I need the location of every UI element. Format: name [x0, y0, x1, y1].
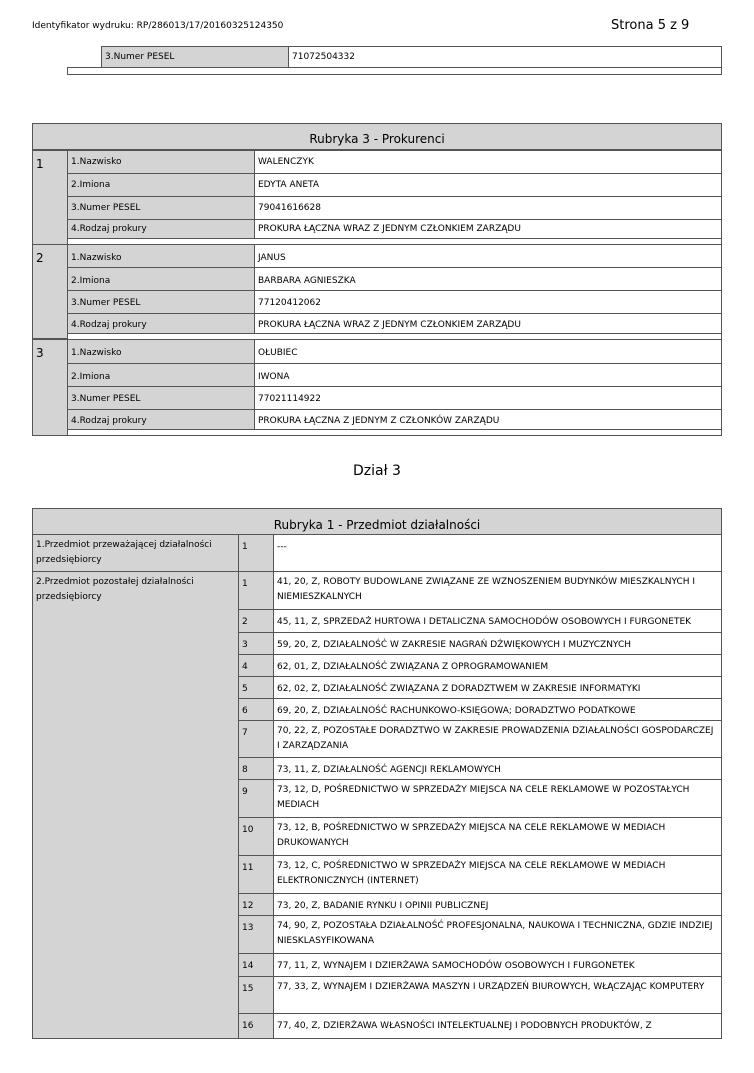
- field-value: JANUS: [254, 244, 722, 268]
- item-text: 69, 20, Z, DZIAŁALNOŚĆ RACHUNKOWO-KSIĘGOWA; DORADZTWO PODATKOWE: [273, 698, 722, 721]
- item-number: 13: [238, 915, 274, 954]
- item-number: 2: [238, 609, 274, 633]
- field-value: OŁUBIEC: [254, 339, 722, 364]
- field-label: 4.Rodzaj prokury: [67, 313, 255, 334]
- item-text: 73, 12, C, POŚREDNICTWO W SPRZEDAŻY MIEJSCA NA CELE REKLAMOWE W MEDIACH ELEKTRONICZNYCH (INTERNET): [273, 855, 722, 894]
- field-value: IWONA: [254, 363, 722, 387]
- field-label: 3.Numer PESEL: [67, 196, 255, 220]
- item-text: 45, 11, Z, SPRZEDAŻ HURTOWA I DETALICZNA SAMOCHODÓW OSOBOWYCH I FURGONETEK: [273, 609, 722, 633]
- item-text: 73, 20, Z, BADANIE RYNKU I OPINII PUBLICZNEJ: [273, 893, 722, 916]
- item-number: 7: [238, 720, 274, 758]
- field-value: WALENCZYK: [254, 150, 722, 174]
- person-footer: [67, 429, 722, 436]
- section-heading: Dział 3: [353, 463, 401, 479]
- field-label: 1.Nazwisko: [67, 150, 255, 174]
- page-number: Strona 5 z 9: [611, 18, 690, 33]
- item-text: 77, 11, Z, WYNAJEM I DZIERŻAWA SAMOCHODÓW OSOBOWYCH I FURGONETEK: [273, 953, 722, 977]
- item-number: 14: [238, 953, 274, 977]
- item-number: 8: [238, 757, 274, 780]
- other-activity-label: 2.Przedmiot pozostałej działalności przedsiębiorcy: [32, 571, 239, 1039]
- field-label: 2.Imiona: [67, 173, 255, 197]
- item-text: 73, 11, Z, DZIAŁALNOŚĆ AGENCJI REKLAMOWYCH: [273, 757, 722, 780]
- item-text: 62, 01, Z, DZIAŁALNOŚĆ ZWIĄZANA Z OPROGRAMOWANIEM: [273, 654, 722, 677]
- field-value: EDYTA ANETA: [254, 173, 722, 197]
- print-id: Identyfikator wydruku: RP/286013/17/20160325124350: [32, 21, 284, 31]
- item-number: 5: [238, 676, 274, 699]
- item-number: 6: [238, 698, 274, 721]
- item-text: 73, 12, B, POŚREDNICTWO W SPRZEDAŻY MIEJSCA NA CELE REKLAMOWE W MEDIACH DRUKOWANYCH: [273, 817, 722, 856]
- field-label: 4.Rodzaj prokury: [67, 409, 255, 430]
- field-value: 77120412062: [254, 290, 722, 314]
- item-number: 16: [238, 1013, 274, 1039]
- person-number: 1: [32, 150, 68, 245]
- person-number: 2: [32, 244, 68, 339]
- rubryka1-title: Rubryka 1 - Przedmiot działalności: [32, 508, 722, 535]
- item-text: 41, 20, Z, ROBOTY BUDOWLANE ZWIĄZANE ZE WZNOSZENIEM BUDYNKÓW MIESZKALNYCH I NIEMIESZKALNYCH: [273, 571, 722, 610]
- field-value: BARBARA AGNIESZKA: [254, 267, 722, 291]
- field-label: 2.Imiona: [67, 267, 255, 291]
- top-table-footer: [67, 67, 722, 75]
- item-text: 74, 90, Z, POZOSTAŁA DZIAŁALNOŚĆ PROFESJONALNA, NAUKOWA I TECHNICZNA, GDZIE INDZIEJ NIESKLASYFIKOWANA: [273, 915, 722, 954]
- main-activity-label: 1.Przedmiot przeważającej działalności przedsiębiorcy: [32, 534, 239, 572]
- field-value: 77021114922: [254, 386, 722, 410]
- item-text: 59, 20, Z, DZIAŁALNOŚĆ W ZAKRESIE NAGRAŃ DŹWIĘKOWYCH I MUZYCZNYCH: [273, 632, 722, 655]
- item-text: 62, 02, Z, DZIAŁALNOŚĆ ZWIĄZANA Z DORADZTWEM W ZAKRESIE INFORMATYKI: [273, 676, 722, 699]
- item-text: ---: [273, 534, 722, 572]
- item-number: 10: [238, 817, 274, 856]
- item-text: 77, 33, Z, WYNAJEM I DZIERŻAWA MASZYN I URZĄDZEŃ BIUROWYCH, WŁĄCZAJĄC KOMPUTERY: [273, 976, 722, 1014]
- field-label: 2.Imiona: [67, 363, 255, 387]
- item-number: 1: [238, 534, 274, 572]
- field-value: PROKURA ŁĄCZNA Z JEDNYM Z CZŁONKÓW ZARZĄDU: [254, 409, 722, 430]
- top-pesel-value: 71072504332: [288, 46, 722, 68]
- item-text: 70, 22, Z, POZOSTAŁE DORADZTWO W ZAKRESIE PROWADZENIA DZIAŁALNOŚCI GOSPODARCZEJ I ZARZĄDZANIA: [273, 720, 722, 758]
- item-text: 77, 40, Z, DZIERŻAWA WŁASNOŚCI INTELEKTUALNEJ I PODOBNYCH PRODUKTÓW, Z: [273, 1013, 722, 1039]
- person-number: 3: [32, 339, 68, 436]
- item-number: 12: [238, 893, 274, 916]
- rubryka3-title: Rubryka 3 - Prokurenci: [32, 123, 722, 150]
- item-number: 11: [238, 855, 274, 894]
- item-number: 1: [238, 571, 274, 610]
- item-number: 15: [238, 976, 274, 1014]
- field-label: 3.Numer PESEL: [67, 290, 255, 314]
- field-label: 1.Nazwisko: [67, 339, 255, 364]
- item-text: 73, 12, D, POŚREDNICTWO W SPRZEDAŻY MIEJSCA NA CELE REKLAMOWE W POZOSTAŁYCH MEDIACH: [273, 779, 722, 818]
- field-value: PROKURA ŁĄCZNA WRAZ Z JEDNYM CZŁONKIEM ZARZĄDU: [254, 219, 722, 239]
- field-value: 79041616628: [254, 196, 722, 220]
- field-value: PROKURA ŁĄCZNA WRAZ Z JEDNYM CZŁONKIEM ZARZĄDU: [254, 313, 722, 334]
- item-number: 3: [238, 632, 274, 655]
- field-label: 1.Nazwisko: [67, 244, 255, 268]
- field-label: 3.Numer PESEL: [67, 386, 255, 410]
- top-pesel-label: 3.Numer PESEL: [101, 46, 289, 68]
- field-label: 4.Rodzaj prokury: [67, 219, 255, 239]
- item-number: 4: [238, 654, 274, 677]
- item-number: 9: [238, 779, 274, 818]
